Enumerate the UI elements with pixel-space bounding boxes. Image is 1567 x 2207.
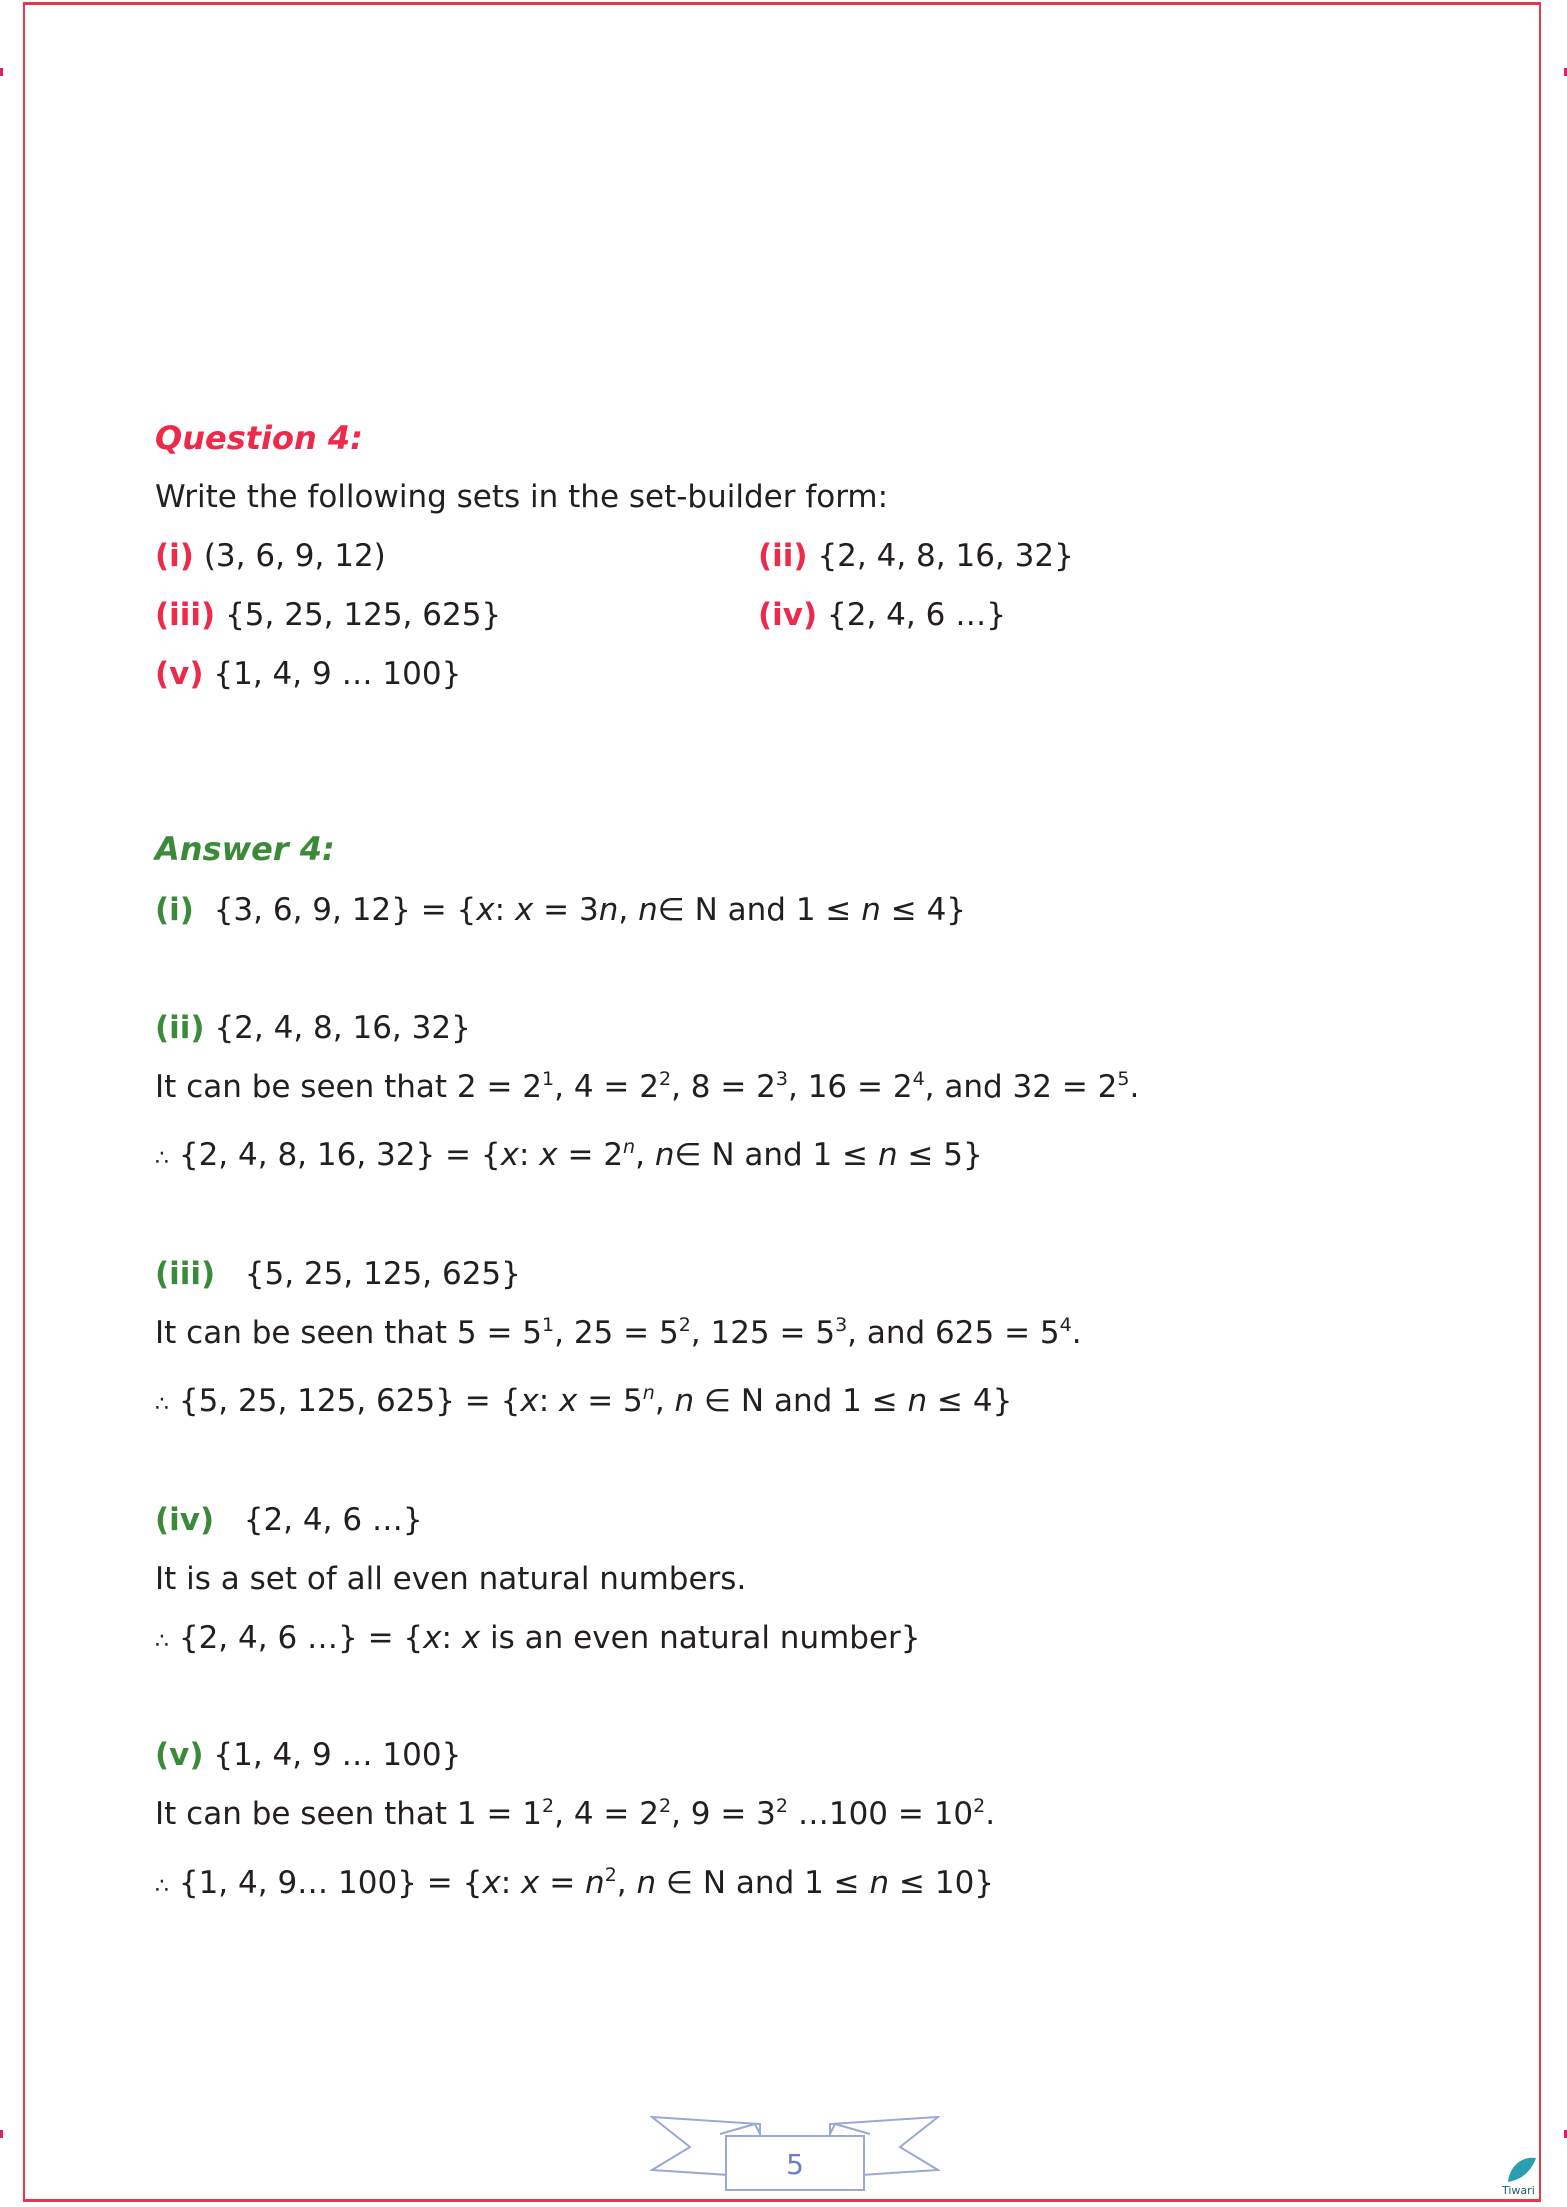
item-label: (i) [155,538,194,574]
part-conclusion: ∴ {1, 4, 9… 100} = {x: $x = n^2$, n ∈ N and 1 ≤ n ≤ 10} [155,1864,995,1901]
part-observation: It can be seen that $1 = 1^2$, $4 = 2^2$, $9 = 3^2$ …100 = $10^2$. [155,1795,996,1832]
part-conclusion: ∴ {2, 4, 8, 16, 32} = {x: $x = 2^n$, n∈ N and 1 ≤ n ≤ 5} [155,1136,983,1173]
part-label: (v) [155,1737,204,1773]
question-item [155,654,461,694]
part-observation: It can be seen that $5 = 5^1$, $25 = 5^2$, $125 = 5^3$, and $625 = 5^4$. [155,1314,1082,1351]
question-item [155,595,501,635]
answer-part-i [155,890,966,930]
margin-mark [0,68,3,76]
margin-mark [0,2130,3,2138]
item-text: {5, 25, 125, 625} [225,597,502,633]
logo-text: Tiwari [1502,2184,1535,2197]
answer-part-v [155,1735,461,1775]
part-conclusion: ∴ {2, 4, 6 …} = {x: x is an even natural number} [155,1620,921,1656]
answer-part-iv [155,1500,423,1540]
part-label: (iii) [155,1256,216,1292]
part-equation: {3, 6, 9, 12} = {x: x = 3n, n∈ N and 1 ≤ n ≤ 4} [213,892,967,928]
item-text: {2, 4, 8, 16, 32} [817,538,1074,574]
part-conclusion: ∴ {5, 25, 125, 625} = {x: $x = 5^n$, n ∈ N and 1 ≤ n ≤ 4} [155,1382,1013,1419]
question-item [155,536,386,576]
answer-part-ii [155,1008,471,1048]
question-item [758,595,1006,635]
answer-part-iii [155,1254,521,1294]
item-text: {2, 4, 6 …} [827,597,1006,633]
item-label: (iii) [155,597,216,633]
leaf-logo-icon [1500,2150,1540,2198]
question-prompt: Write the following sets in the set-builder form: [155,479,889,515]
page-number: 5 [725,2135,865,2191]
item-text: (3, 6, 9, 12) [203,538,386,574]
part-set: {1, 4, 9 … 100} [213,1737,462,1773]
part-label: (ii) [155,1010,205,1046]
part-observation: It can be seen that $2 = 2^1$, $4 = 2^2$, $8 = 2^3$, $16 = 2^4$, and $32 = 2^5$. [155,1068,1140,1105]
part-set: {2, 4, 8, 16, 32} [214,1010,471,1046]
question-item [758,536,1074,576]
part-label: (i) [155,892,194,928]
part-set: {2, 4, 6 …} [243,1502,423,1538]
part-set: {5, 25, 125, 625} [244,1256,521,1292]
question-heading: Question 4: [155,419,363,457]
item-label: (v) [155,656,204,692]
item-label: (iv) [758,597,818,633]
part-label: (iv) [155,1502,215,1538]
part-observation: It is a set of all even natural numbers. [155,1561,747,1597]
answer-heading: Answer 4: [155,830,335,868]
item-label: (ii) [758,538,808,574]
item-text: {1, 4, 9 … 100} [213,656,462,692]
